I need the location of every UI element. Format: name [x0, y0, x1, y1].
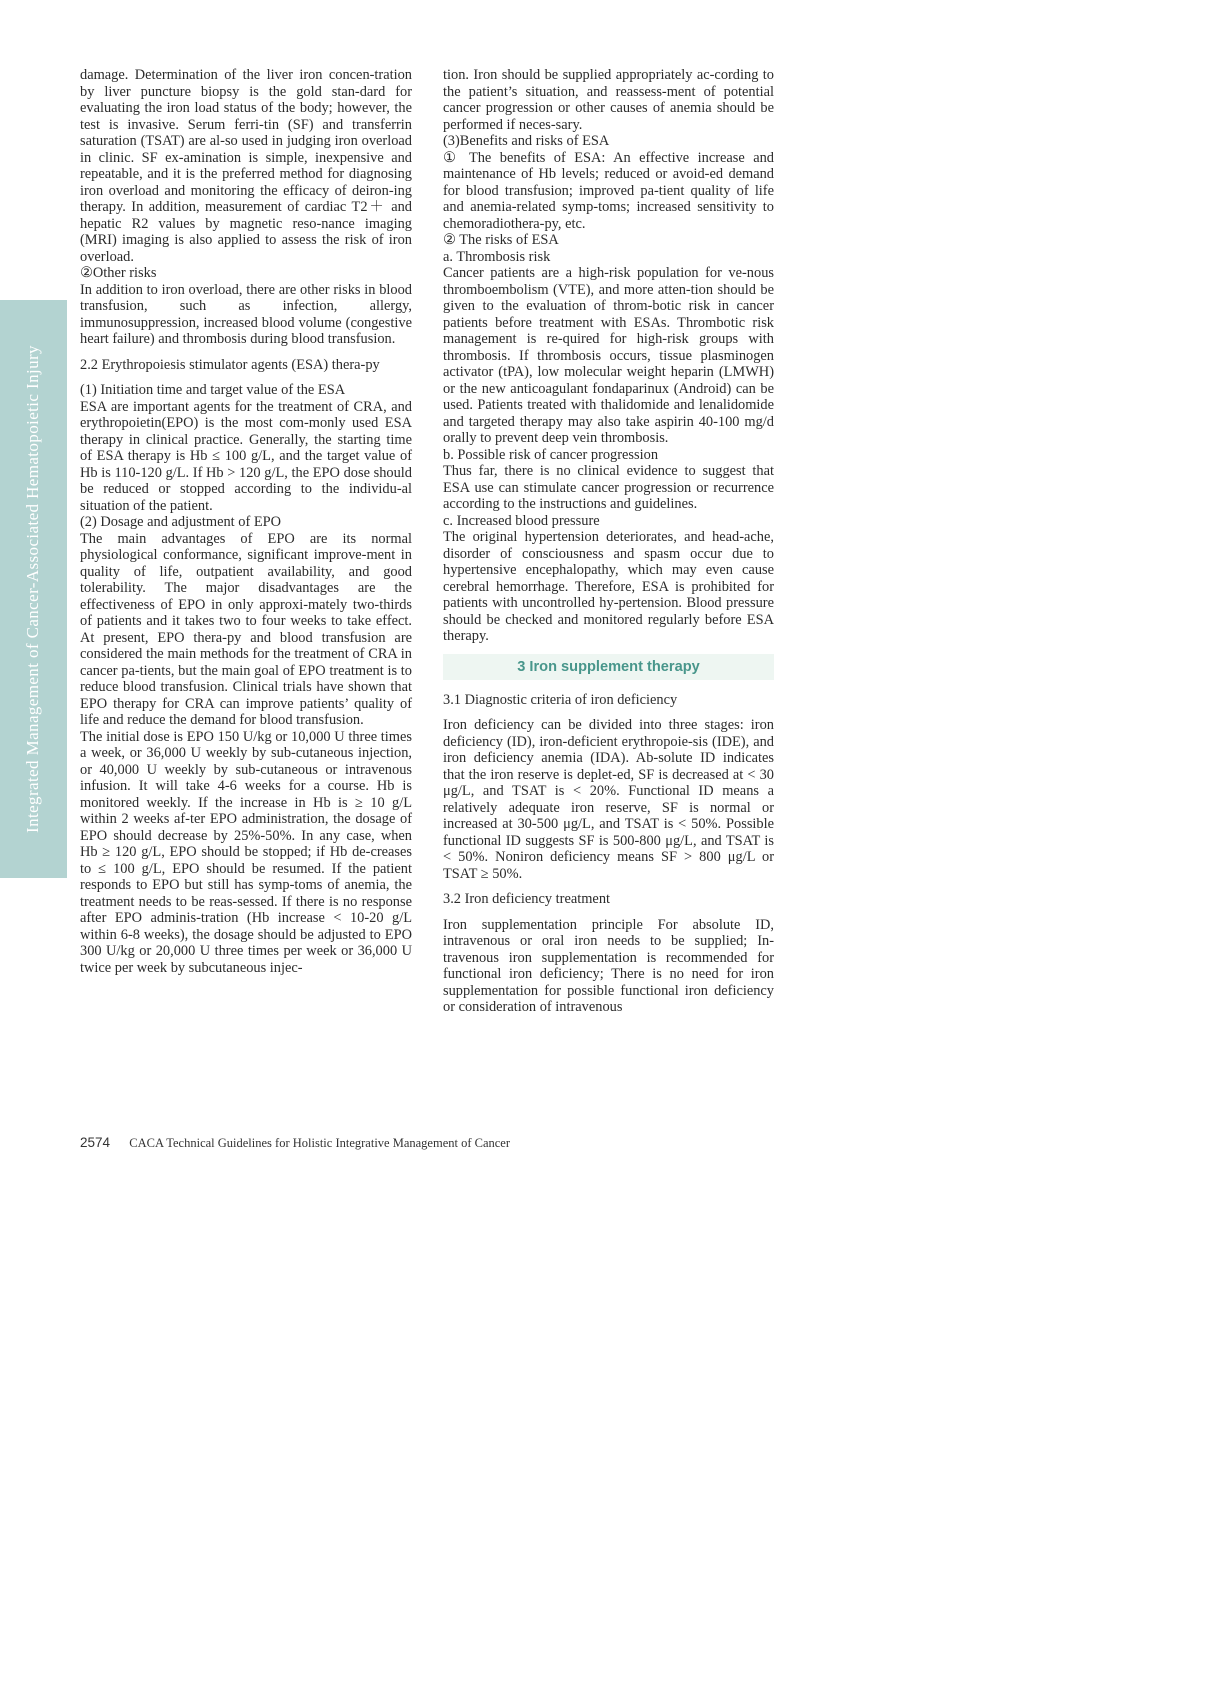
subheading-benefits-risks: (3)Benefits and risks of ESA: [443, 133, 610, 149]
subheading-thrombosis: a. Thrombosis risk: [443, 248, 551, 265]
page-number: 2574: [80, 1135, 111, 1150]
section-heading-3-2: 3.2 Iron deficiency treatment: [443, 891, 611, 907]
subheading-other-risks: ②Other risks: [80, 265, 157, 281]
section-title-iron-supplement: 3 Iron supplement therapy: [443, 654, 774, 680]
paragraph: damage. Determination of the liver iron concen-tration by liver puncture biopsy is the gold stan-dard for evaluating the iron load status of the body; however, the test is invasive. Serum ferri-tin (SF) and transferrin saturation (TSAT) are al-so used in judging iron overload in clinic. SF ex-amination is simple, inexpensive and repeatable, and it is the preferred method for diagnosing iron overload and monitoring the efficacy of deiron-ing therapy. In addition, measurement of cardiac T2＋ and hepatic R2 values by magnetic reso-nance imaging (MRI) imaging is also applied to assess the risk of iron overload.: [80, 67, 412, 265]
subheading-risks-of-esa: ② The risks of ESA: [443, 232, 559, 248]
paragraph: The main advantages of EPO are its normal physiological conformance, significant improve-ment in quality of life, outpatient availability, and good tolerability. The major disadvantages are the effectiveness of EPO in only approxi-mately two-thirds of patients and it takes two to four weeks to take effect. At present, EPO thera-py and blood transfusion are considered the main methods for the treatment of CRA in cancer pa-tients, but the main goal of EPO treatment is to reduce blood transfusion. Clinical trials have shown that EPO therapy for CRA can improve patients’ quality of life and reduce the demand for blood transfusion.: [80, 530, 412, 728]
paragraph: In addition to iron overload, there are other risks in blood transfusion, such as infection, allergy, immunosuppression, increased blood volume (congestive heart failure) and thrombosis during blood transfusion.: [80, 281, 412, 347]
section-heading-3-1: 3.1 Diagnostic criteria of iron deficiency: [443, 691, 678, 708]
section-heading-2-2: 2.2 Erythropoiesis stimulator agents (ESA) thera-py: [80, 356, 380, 373]
side-tab-title: Integrated Management of Cancer-Associated Hematopoietic Injury: [23, 345, 42, 833]
paragraph: Thus far, there is no clinical evidence to suggest that ESA use can stimulate cancer progression or recurrence according to the instructions and guidelines.: [443, 463, 774, 512]
subheading-blood-pressure: c. Increased blood pressure: [443, 512, 600, 529]
paragraph: ESA are important agents for the treatment of CRA, and erythropoietin(EPO) is the most com-monly used ESA therapy in clinical practice. Generally, the starting time of ESA therapy is Hb ≤ 100 g/L, and the target value of Hb is 110-120 g/L. If Hb > 120 g/L, the EPO dose should be reduced or stopped according to the individu-al situation of the patient.: [80, 398, 412, 514]
paragraph: The initial dose is EPO 150 U/kg or 10,000 U three times a week, or 36,000 U weekly by sub-cutaneous injection, or 40,000 U weekly by sub-cutaneous or intravenous infusion. It will take 4-6 weeks for a course. Hb is monitored weekly. If the increase in Hb is ≥ 10 g/L within 2 weeks af-ter EPO administration, the dosage of EPO should decrease by 25%-50%. In any case, when Hb ≥ 120 g/L, EPO should be stopped; if Hb de-creases to ≤ 100 g/L, EPO should be resumed. If the patient responds to EPO but still has symp-toms of anemia, the treatment needs to be reas-sessed. If there is no response after EPO adminis-tration (Hb increase < 10-20 g/L within 6-8 weeks), the dosage should be adjusted to EPO 300 U/kg or 20,000 U three times per week or 36,000 U twice per week by subcutaneous injec-: [80, 728, 412, 976]
paragraph: tion. Iron should be supplied appropriately ac-cording to the patient’s situation, and reassess-ment of potential cancer progression or other causes of anemia should be performed if neces-sary.: [443, 67, 774, 133]
paragraph: Cancer patients are a high-risk population for ve-nous thromboembolism (VTE), and more atten-tion should be given to the evaluation of throm-botic risk in cancer patients before treatment with ESAs. Thrombotic risk management is re-quired for high-risk groups with thrombosis. If thrombosis occurs, tissue plasminogen activator (tPA), low molecular weight heparin (LMWH) or the new anticoagulant fondaparinux (Android) can be used. Patients treated with thalidomide and lenalidomide and targeted therapy may also take aspirin 40-100 mg/d orally to prevent deep vein thrombosis.: [443, 265, 774, 446]
paragraph: ① The benefits of ESA: An effective increase and maintenance of Hb levels; reduced or avoid-ed demand for blood transfusion; improved pa-tient quality of life and anemia-related symp-toms; increased sensitivity to chemoradiothera-py, etc.: [443, 149, 774, 232]
subheading-cancer-progression: b. Possible risk of cancer progression: [443, 446, 659, 463]
footer-title: CACA Technical Guidelines for Holistic Integrative Management of Cancer: [129, 1136, 511, 1150]
paragraph: Iron supplementation principle For absolute ID, intravenous or oral iron needs to be supplied; In-travenous iron supplementation is recommended for functional iron deficiency; There is no need for iron supplementation for possible functional iron deficiency or consideration of intravenous: [443, 916, 774, 1015]
paragraph: The original hypertension deteriorates, and head-ache, disorder of consciousness and spasm occur due to hypertensive encephalopathy, which may even cause cerebral hemorrhage. Therefore, ESA is prohibited for patients with uncontrolled hy-pertension. Blood pressure should be checked and monitored regularly before ESA therapy.: [443, 529, 774, 644]
page-footer: [80, 1135, 510, 1151]
subheading-initiation: (1) Initiation time and target value of the ESA: [80, 382, 346, 398]
paragraph: Iron deficiency can be divided into three stages: iron deficiency (ID), iron-deficient erythropoie-sis (IDE), and iron deficiency anemia (IDA). Ab-solute ID indicates that the iron reserve is deplet-ed, SF is decreased at < 30 μg/L, and TSAT is < 20%. Functional ID means a relatively adequate iron reserve, SF is normal or increased at 30-500 μg/L, and TSAT is < 50%. Possible functional ID suggests SF is 500-800 μg/L, and TSAT is < 50%. Noniron deficiency means SF > 800 μg/L or TSAT ≥ 50%.: [443, 717, 774, 882]
left-column: [80, 67, 412, 976]
right-column: [443, 67, 774, 1016]
subheading-dosage: (2) Dosage and adjustment of EPO: [80, 514, 282, 530]
